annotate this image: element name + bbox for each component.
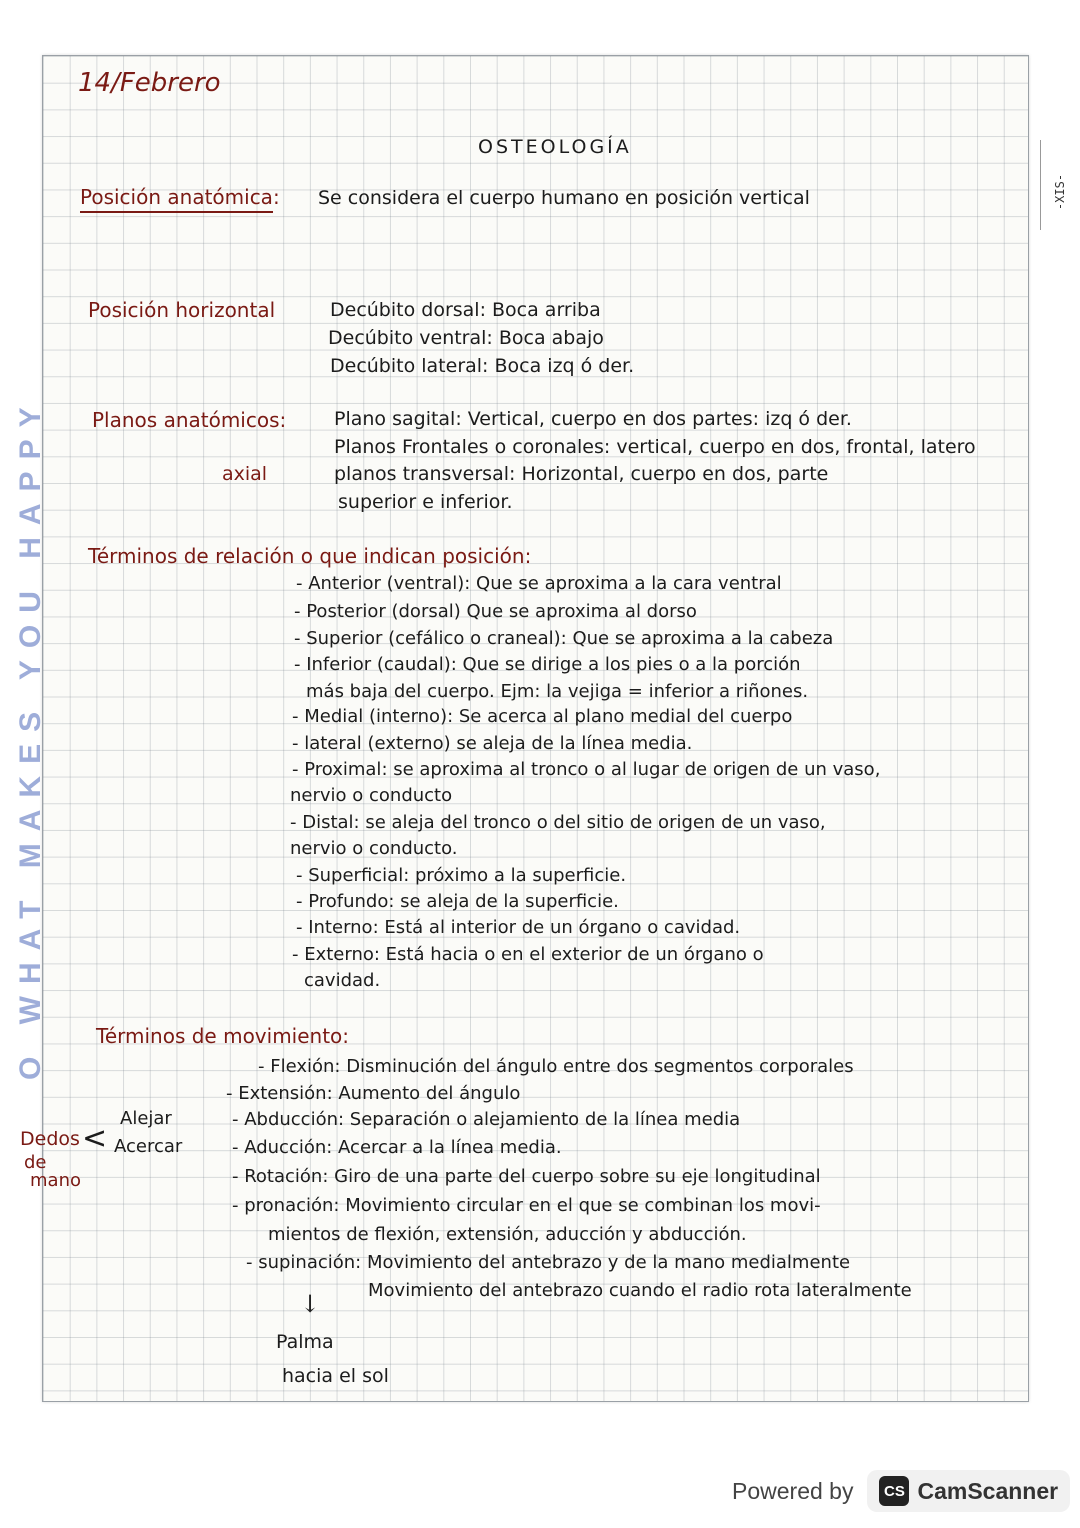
margin-dedos: Dedos bbox=[20, 1128, 80, 1150]
plano-item: Planos Frontales o coronales: vertical, cuerpo en dos, frontal, latero bbox=[334, 436, 976, 458]
relacion-line: - Superior (cefálico o craneal): Que se aproxima a la cabeza bbox=[294, 628, 834, 649]
posicion-anatomica-label: Posición anatómica: bbox=[80, 187, 280, 207]
palma-line: Palma bbox=[276, 1331, 334, 1353]
relacion-line: - Posterior (dorsal) Que se aproxima al dorso bbox=[294, 601, 697, 622]
terminos-movimiento-label: Términos de movimiento: bbox=[96, 1024, 350, 1048]
horizontal-item: Decúbito lateral: Boca izq ó der. bbox=[330, 355, 635, 377]
movimiento-line: - Abducción: Separación o alejamiento de la línea media bbox=[232, 1109, 741, 1130]
relacion-line: - Distal: se aleja del tronco o del sitio de origen de un vaso, bbox=[290, 812, 826, 833]
relacion-line: - lateral (externo) se aleja de la línea media. bbox=[292, 733, 693, 754]
relacion-line: - Anterior (ventral): Que se aproxima a la cara ventral bbox=[296, 573, 782, 594]
powered-by-text: Powered by bbox=[732, 1477, 854, 1504]
relacion-line: - Interno: Está al interior de un órgano o cavidad. bbox=[296, 917, 741, 938]
arrow-down-icon: ↓ bbox=[300, 1290, 321, 1318]
camscanner-footer bbox=[732, 1470, 1070, 1512]
relacion-line: - Externo: Está hacia o en el exterior de un órgano o bbox=[292, 944, 764, 965]
posicion-horizontal-label: Posición horizontal bbox=[88, 298, 276, 322]
movimiento-line: mientos de flexión, extensión, aducción y abducción. bbox=[268, 1224, 747, 1245]
margin-de: de bbox=[24, 1152, 47, 1173]
plano-item: Plano sagital: Vertical, cuerpo en dos partes: izq ó der. bbox=[334, 408, 852, 430]
date: 14/Febrero bbox=[78, 68, 221, 98]
axial-label: axial bbox=[222, 463, 268, 485]
posicion-anatomica-label-text: Posición anatómica bbox=[80, 185, 273, 213]
camscanner-brand: CamScanner bbox=[917, 1477, 1059, 1504]
side-watermark: O WHAT MAKES YOU HAPPY bbox=[14, 395, 47, 1080]
relacion-line: más baja del cuerpo. Ejm: la vejiga = inferior a riñones. bbox=[306, 681, 809, 702]
movimiento-line: Movimiento del antebrazo cuando el radio rota lateralmente bbox=[368, 1280, 912, 1301]
palma-line: hacia el sol bbox=[282, 1365, 389, 1387]
margin-mano: mano bbox=[30, 1170, 81, 1191]
plano-item: superior e inferior. bbox=[338, 491, 513, 513]
relacion-line: nervio o conducto. bbox=[290, 838, 458, 859]
camscanner-badge bbox=[867, 1470, 1070, 1512]
page-title: OSTEOLOGÍA bbox=[478, 136, 632, 158]
tab-label: -XIS- bbox=[1053, 173, 1068, 211]
camscanner-logo-icon: CS bbox=[879, 1476, 909, 1506]
plano-item: planos transversal: Horizontal, cuerpo en dos, parte bbox=[334, 463, 829, 485]
movimiento-line: - Aducción: Acercar a la línea media. bbox=[232, 1137, 562, 1158]
relacion-line: nervio o conducto bbox=[290, 785, 453, 806]
less-than-brace-icon: < bbox=[82, 1121, 108, 1156]
posicion-anatomica-text: Se considera el cuerpo humano en posición vertical bbox=[318, 187, 810, 209]
relacion-line: - Profundo: se aleja de la superficie. bbox=[296, 891, 619, 912]
horizontal-item: Decúbito ventral: Boca abajo bbox=[328, 327, 604, 349]
movimiento-line: - Flexión: Disminución del ángulo entre dos segmentos corporales bbox=[258, 1056, 854, 1077]
planos-label: Planos anatómicos: bbox=[92, 408, 287, 432]
margin-alejar: Alejar bbox=[120, 1108, 172, 1129]
relacion-line: - Inferior (caudal): Que se dirige a los pies o a la porción bbox=[294, 654, 801, 675]
movimiento-line: - Extensión: Aumento del ángulo bbox=[226, 1083, 521, 1104]
movimiento-line: - supinación: Movimiento del antebrazo y de la mano medialmente bbox=[246, 1252, 851, 1273]
margin-acercar: Acercar bbox=[114, 1136, 183, 1157]
relacion-line: - Medial (interno): Se acerca al plano medial del cuerpo bbox=[292, 706, 793, 727]
movimiento-line: - Rotación: Giro de una parte del cuerpo sobre su eje longitudinal bbox=[232, 1166, 821, 1187]
horizontal-item: Decúbito dorsal: Boca arriba bbox=[330, 299, 601, 321]
movimiento-line: - pronación: Movimiento circular en el que se combinan los movi- bbox=[232, 1195, 821, 1216]
terminos-relacion-label: Términos de relación o que indican posición: bbox=[88, 544, 532, 568]
relacion-line: cavidad. bbox=[304, 970, 381, 991]
relacion-line: - Superficial: próximo a la superficie. bbox=[296, 865, 627, 886]
relacion-line: - Proximal: se aproxima al tronco o al lugar de origen de un vaso, bbox=[292, 759, 881, 780]
